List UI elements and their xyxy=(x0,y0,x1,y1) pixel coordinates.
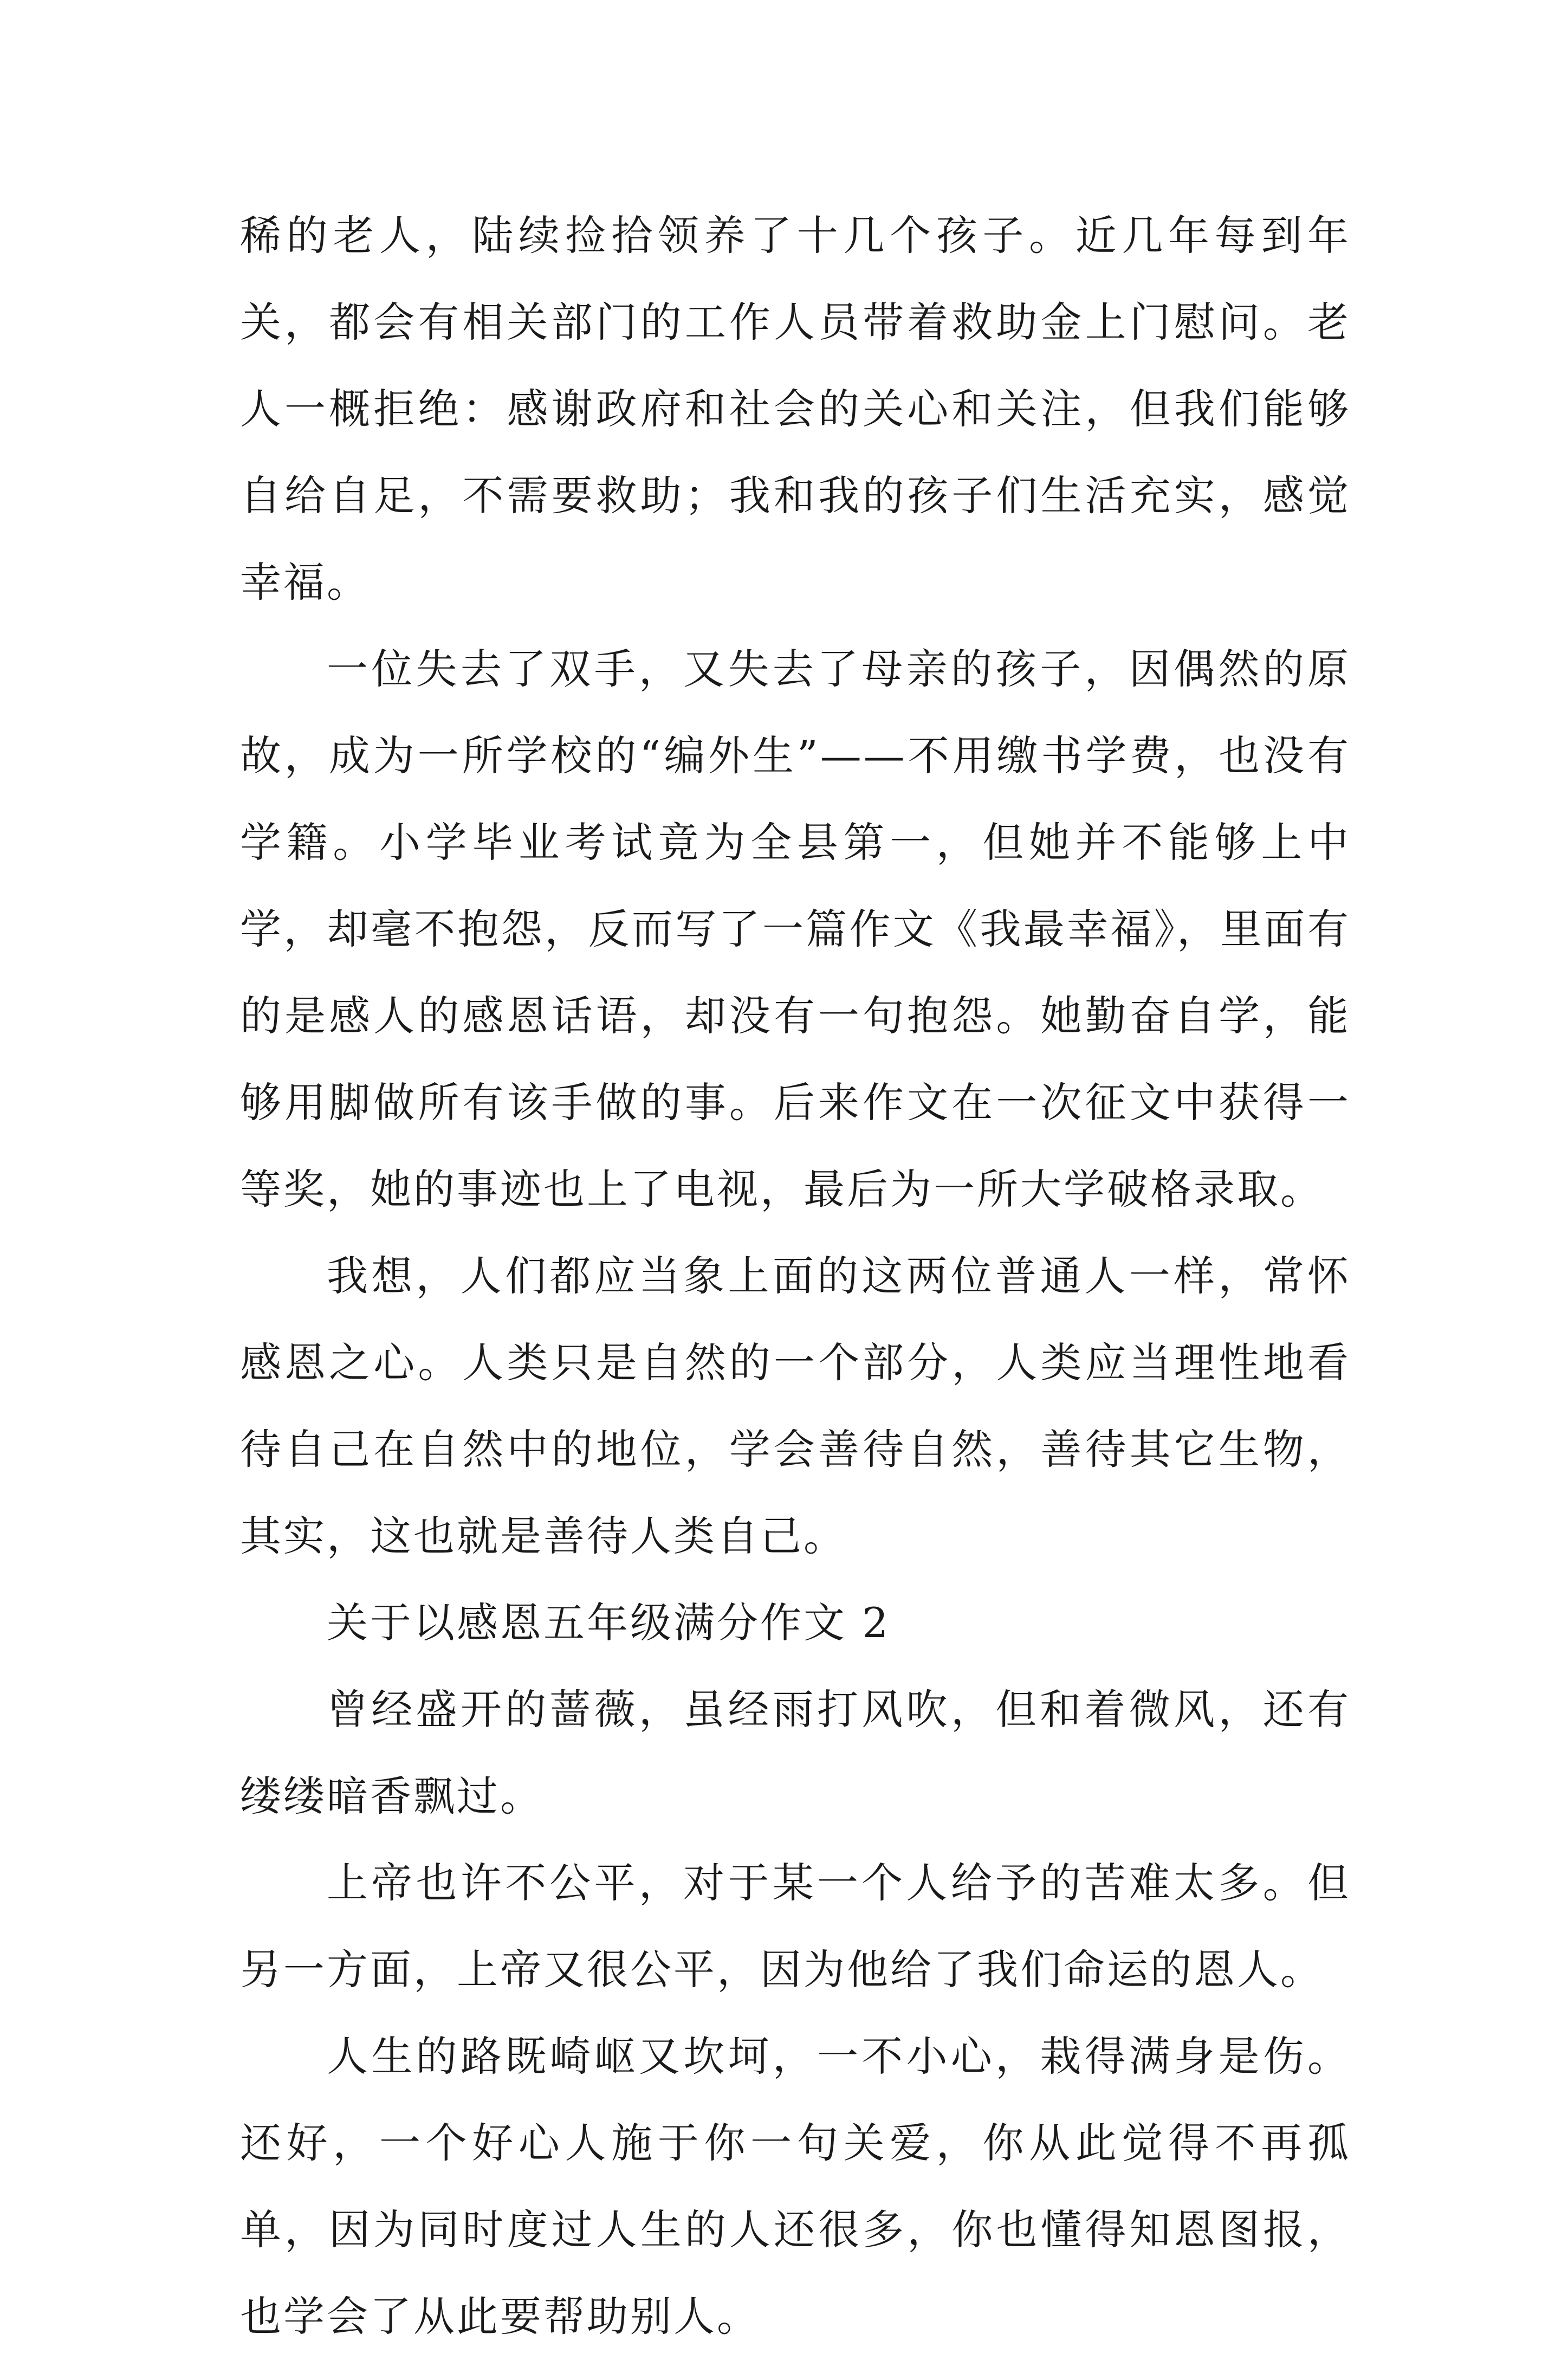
document-body xyxy=(240,192,1351,2360)
paragraph-continued: 稀的老人，陆续捡拾领养了十几个孩子。近几年每到年关，都会有相关部门的工作人员带着救助金上门慰问。老人一概拒绝：感谢政府和社会的关心和关注，但我们能够自给自足，不需要救助；我和我的孩子们生活充实，感觉幸福。 xyxy=(240,211,1351,606)
paragraph: 一位失去了双手，又失去了母亲的孩子，因偶然的原故，成为一所学校的“编外生”——不用缴书学费，也没有学籍。小学毕业考试竟为全县第一，但她并不能够上中学，却毫不抱怨，反而写了一篇作文《我最幸福》，里面有的是感人的感恩话语，却没有一句抱怨。她勤奋自学，能够用脚做所有该手做的事。后来作文在一次征文中获得一等奖，她的事迹也上了电视，最后为一所大学破格录取。 xyxy=(240,645,1351,1213)
paragraph: 曾经盛开的蔷薇，虽经雨打风吹，但和着微风，还有缕缕暗香飘过。 xyxy=(240,1685,1351,1820)
section-heading: 关于以感恩五年级满分作文 2 xyxy=(327,1599,891,1647)
paragraph: 上帝也许不公平，对于某一个人给予的苦难太多。但另一方面，上帝又很公平，因为他给了我们命运的恩人。 xyxy=(240,1859,1351,1994)
paragraph: 我想，人们都应当象上面的这两位普通人一样，常怀感恩之心。人类只是自然的一个部分，人类应当理性地看待自己在自然中的地位，学会善待自然，善待其它生物，其实，这也就是善待人类自己。 xyxy=(240,1252,1351,1560)
paragraph: 人生的路既崎岖又坎坷，一不小心，栽得满身是伤。还好，一个好心人施于你一句关爱，你从此觉得不再孤单，因为同时度过人生的人还很多，你也懂得知恩图报，也学会了从此要帮助别人。 xyxy=(240,2032,1351,2340)
